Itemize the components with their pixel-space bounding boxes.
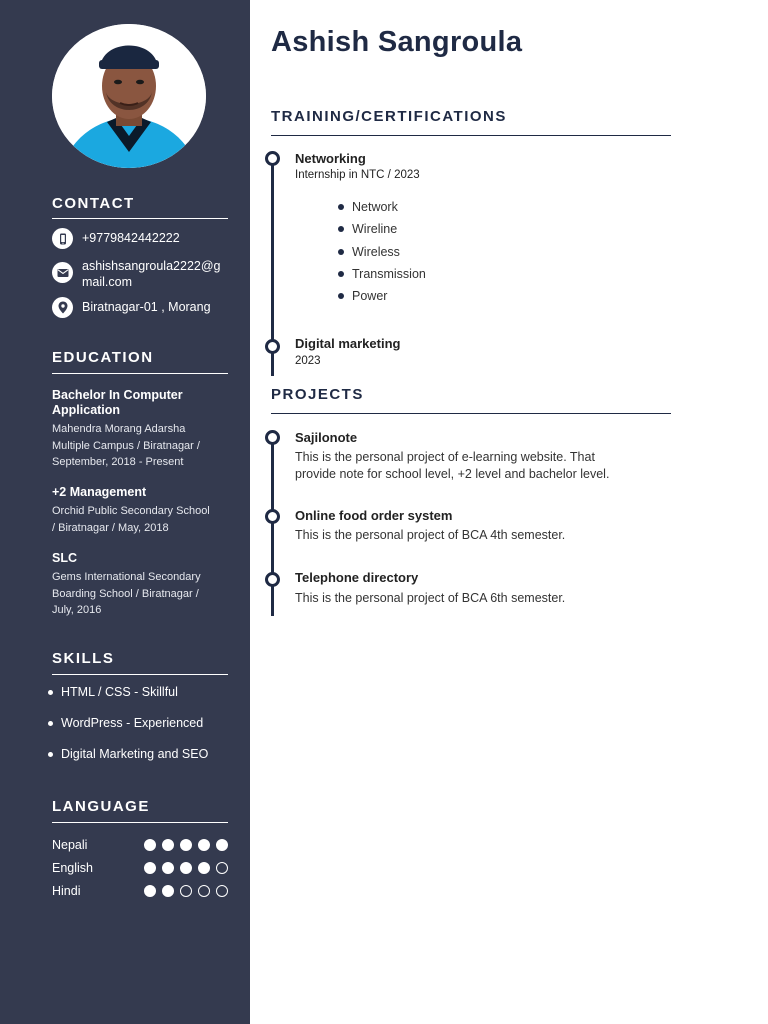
phone-icon [52, 228, 73, 249]
contact-email [52, 258, 232, 290]
skill-item [48, 685, 178, 699]
bullet-icon [338, 293, 344, 299]
description-line-1: This is the personal project of e-learning website. That [295, 450, 595, 464]
degree-line-2: Application [52, 403, 121, 417]
detail-line-3: September, 2018 - Present [52, 456, 184, 468]
skill-label: WordPress - Experienced [61, 716, 204, 730]
training-subtitle: Internship in NTC / 2023 [295, 169, 420, 181]
detail-line-2: Boarding School / Biratnagar / [52, 587, 199, 600]
bullet-label: Transmission [352, 267, 426, 281]
bullet-icon [338, 204, 344, 210]
phone-number[interactable]: +9779842442222 [82, 231, 180, 245]
mail-icon [52, 262, 73, 283]
timeline-node [265, 151, 280, 166]
address-text: Biratnagar-01 , Morang [82, 300, 211, 314]
projects-heading: PROJECTS [271, 386, 364, 403]
education-details [52, 421, 230, 471]
bullet-icon [338, 271, 344, 277]
education-degree: SLC [52, 551, 77, 565]
rating-dot-filled [144, 839, 156, 851]
education-item [52, 388, 230, 471]
timeline-node [265, 339, 280, 354]
contact-phone [52, 228, 232, 249]
training-divider [271, 135, 671, 136]
training-title: Networking [295, 151, 366, 166]
bullet-icon [48, 721, 53, 726]
contact-heading: CONTACT [52, 195, 135, 212]
education-divider [52, 373, 228, 374]
language-item [52, 884, 228, 898]
training-bullet [338, 245, 400, 259]
rating-dot-filled [180, 862, 192, 874]
training-title: Digital marketing [295, 336, 401, 351]
language-rating [144, 862, 228, 874]
skill-label: Digital Marketing and SEO [61, 747, 209, 761]
education-item [52, 551, 230, 619]
bullet-icon [48, 690, 53, 695]
rating-dot-empty [180, 885, 192, 897]
language-item [52, 861, 228, 875]
projects-timeline [271, 436, 274, 616]
description-line-2: provide note for school level, +2 level and bachelor level. [295, 466, 610, 481]
skills-heading: SKILLS [52, 650, 115, 667]
project-description: This is the personal project of BCA 4th semester. [295, 528, 566, 542]
language-heading: LANGUAGE [52, 798, 150, 815]
training-bullet [338, 289, 387, 303]
education-degree: +2 Management [52, 485, 147, 499]
rating-dot-filled [180, 839, 192, 851]
rating-dot-filled [144, 885, 156, 897]
project-title: Online food order system [295, 508, 453, 523]
bullet-label: Wireline [352, 222, 398, 236]
language-divider [52, 822, 228, 823]
education-degree [52, 388, 230, 418]
language-name: Nepali [52, 838, 88, 852]
email-address[interactable] [82, 258, 220, 290]
contact-address [52, 297, 232, 318]
education-details [52, 503, 230, 536]
bullet-icon [338, 226, 344, 232]
language-name: English [52, 861, 93, 875]
degree-line-1: Bachelor In Computer [52, 388, 183, 402]
language-rating [144, 839, 228, 851]
skill-item [48, 716, 203, 730]
language-rating [144, 885, 228, 897]
skill-label: HTML / CSS - Skillful [61, 685, 178, 699]
detail-line-2: / Biratnagar / May, 2018 [52, 521, 169, 534]
profile-photo [52, 24, 206, 168]
detail-line-3: July, 2016 [52, 604, 102, 616]
rating-dot-filled [198, 839, 210, 851]
rating-dot-filled [216, 839, 228, 851]
project-description: This is the personal project of BCA 6th semester. [295, 591, 566, 605]
detail-line-1: Gems International Secondary [52, 571, 201, 583]
skill-item [48, 747, 208, 761]
language-item [52, 838, 228, 852]
project-title: Sajilonote [295, 430, 358, 445]
education-heading: EDUCATION [52, 349, 154, 366]
skills-divider [52, 674, 228, 675]
rating-dot-filled [144, 862, 156, 874]
contact-divider [52, 218, 228, 219]
rating-dot-empty [198, 885, 210, 897]
timeline-node [265, 572, 280, 587]
timeline-node [265, 509, 280, 524]
bullet-label: Network [352, 200, 398, 214]
rating-dot-empty [216, 862, 228, 874]
timeline-node [265, 430, 280, 445]
bullet-icon [338, 249, 344, 255]
bullet-label: Power [352, 289, 388, 303]
projects-divider [271, 413, 671, 414]
rating-dot-empty [216, 885, 228, 897]
sidebar [0, 0, 250, 1024]
rating-dot-filled [162, 862, 174, 874]
education-item [52, 485, 230, 536]
training-bullet [338, 222, 397, 236]
location-icon [52, 297, 73, 318]
training-bullet [338, 200, 398, 214]
rating-dot-filled [162, 839, 174, 851]
email-line-2: mail.com [82, 275, 133, 289]
detail-line-1: Orchid Public Secondary School [52, 505, 210, 517]
training-bullet [338, 267, 426, 281]
project-description [295, 449, 645, 482]
rating-dot-filled [198, 862, 210, 874]
training-heading: TRAINING/CERTIFICATIONS [271, 108, 507, 125]
training-subtitle: 2023 [295, 355, 321, 367]
bullet-icon [48, 752, 53, 757]
education-details [52, 569, 230, 619]
language-name: Hindi [52, 884, 81, 898]
candidate-name: Ashish Sangroula [271, 26, 523, 58]
bullet-label: Wireless [352, 245, 400, 259]
email-line-1: ashishsangroula2222@g [82, 259, 221, 273]
rating-dot-filled [162, 885, 174, 897]
detail-line-1: Mahendra Morang Adarsha [52, 423, 186, 435]
detail-line-2: Multiple Campus / Biratnagar / [52, 439, 200, 452]
project-title: Telephone directory [295, 570, 419, 585]
